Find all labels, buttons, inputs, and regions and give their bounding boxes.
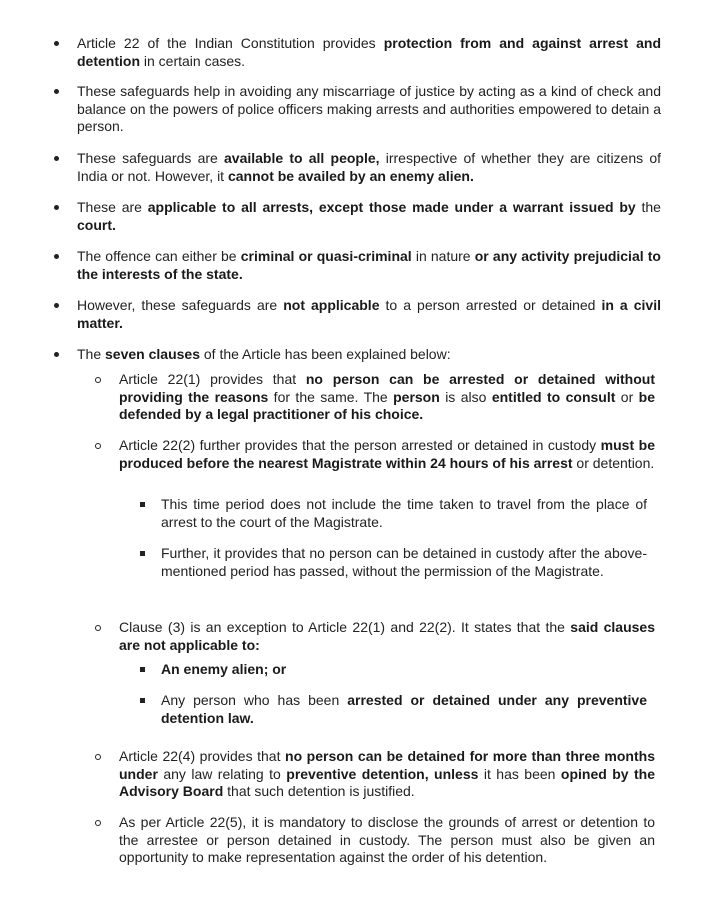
sub-clause-text <box>161 692 647 727</box>
text-segment: that such detention is justified. <box>223 783 415 799</box>
bullet-icon <box>54 156 59 161</box>
sub-clause-text <box>161 661 647 679</box>
text-segment: However, these safeguards are <box>77 297 284 313</box>
text-segment: in certain cases. <box>140 52 246 69</box>
text-segment: Further, it provides that no person can be detained in custody after the above-mentioned period has passed, without the permission of the Magistrate. <box>161 545 647 579</box>
bold-text-segment: available to all people, <box>224 150 380 166</box>
bold-text-segment: no person can be detained for more than three months under <box>119 748 655 782</box>
text-segment: These safeguards help in avoiding any miscarriage of justice by acting as a kind of check and balance on the powers of police officers making arrests and authorities empowered to detain a person. <box>77 83 661 134</box>
bold-text-segment: in a civil matter. <box>77 297 661 331</box>
bold-text-segment: entitled to consult <box>491 388 616 405</box>
bullet-icon <box>54 254 59 259</box>
sub-clause-text <box>161 496 647 531</box>
bold-text-segment: court. <box>77 216 116 233</box>
bold-text-segment: or any activity prejudicial to the interests of the state. <box>77 248 661 282</box>
clause-text <box>119 437 655 472</box>
bold-text-segment: cannot be availed by an enemy alien. <box>227 167 474 184</box>
bold-text-segment: person <box>393 388 440 405</box>
bold-text-segment: preventive detention, unless <box>286 765 479 782</box>
bullet-icon <box>54 89 59 94</box>
text-segment: of the Article has been explained below: <box>199 346 451 362</box>
text-segment: Any person who has been <box>161 692 348 708</box>
text-segment: or <box>615 388 639 405</box>
text-segment: As per Article 22(5), it is mandatory to disclose the grounds of arrest or detention to the arrestee or person detained in custody. The person must also be given an opportunity to make representation against the order of his detention. <box>119 814 655 865</box>
bullet-text <box>77 199 661 234</box>
text-segment: or detention. <box>572 454 655 471</box>
bold-text-segment: be defended by a legal practitioner of his choice. <box>119 388 656 422</box>
bold-text-segment: applicable to all arrests, except those made under a warrant issued by <box>147 199 636 215</box>
text-segment: in nature <box>411 248 475 264</box>
text-segment: any law relating to <box>157 765 287 782</box>
text-segment: the <box>635 199 661 215</box>
bold-text-segment: arrested or detained under any preventive detention law. <box>161 692 647 726</box>
text-segment: Clause (3) is an exception to Article 22(1) and 22(2). It states that the <box>119 619 571 635</box>
clause-text <box>119 619 655 654</box>
bullet-icon <box>54 352 59 357</box>
text-segment: These are <box>77 199 148 215</box>
text-segment: The <box>77 346 106 362</box>
bullet-text <box>77 150 661 185</box>
clause-text <box>119 748 655 801</box>
text-segment: to a person arrested or detained <box>379 297 602 313</box>
text-segment: Article 22(1) provides that <box>119 371 306 387</box>
bold-text-segment: An enemy alien; or <box>161 661 287 677</box>
text-segment: Article 22(4) provides that <box>119 748 286 764</box>
text-segment: These safeguards are <box>77 150 224 166</box>
bullet-icon <box>54 41 59 46</box>
bullet-text <box>77 346 661 364</box>
square-bullet-icon <box>140 502 145 507</box>
bold-text-segment: opined by the Advisory Board <box>119 765 656 799</box>
clause-text <box>119 371 655 424</box>
square-bullet-icon <box>140 551 145 556</box>
text-segment: This time period does not include the time taken to travel from the place of arrest to the court of the Magistrate. <box>161 496 647 530</box>
bold-text-segment: criminal or quasi-criminal <box>240 248 412 264</box>
bold-text-segment: said clauses are not applicable to: <box>119 619 655 653</box>
text-segment: it has been <box>478 765 561 782</box>
circle-bullet-icon <box>95 443 101 449</box>
bullet-text <box>77 35 661 70</box>
bold-text-segment: no person can be arrested or detained without providing the reasons <box>119 371 655 405</box>
bullet-text <box>77 297 661 332</box>
square-bullet-icon <box>140 698 145 703</box>
circle-bullet-icon <box>95 754 101 760</box>
clause-text <box>119 814 655 867</box>
bullet-text <box>77 83 661 136</box>
bold-text-segment: not applicable <box>283 297 380 313</box>
square-bullet-icon <box>140 667 145 672</box>
text-segment: Article 22 of the Indian Constitution provides <box>77 35 384 51</box>
text-segment: The offence can either be <box>77 248 241 264</box>
circle-bullet-icon <box>95 625 101 631</box>
bullet-icon <box>54 303 59 308</box>
circle-bullet-icon <box>95 377 101 383</box>
bullet-icon <box>54 205 59 210</box>
circle-bullet-icon <box>95 820 101 826</box>
sub-clause-text <box>161 545 647 580</box>
bullet-text <box>77 248 661 283</box>
bold-text-segment: must be produced before the nearest Magistrate within 24 hours of his arrest <box>119 437 655 471</box>
text-segment: is also <box>439 388 492 405</box>
text-segment: Article 22(2) further provides that the person arrested or detained in custody <box>119 437 601 453</box>
text-segment: irrespective of whether they are citizens of India or not. However, it <box>77 150 662 184</box>
text-segment: for the same. The <box>268 388 394 405</box>
bold-text-segment: protection from and against arrest and detention <box>77 35 662 69</box>
bold-text-segment: seven clauses <box>105 346 200 362</box>
